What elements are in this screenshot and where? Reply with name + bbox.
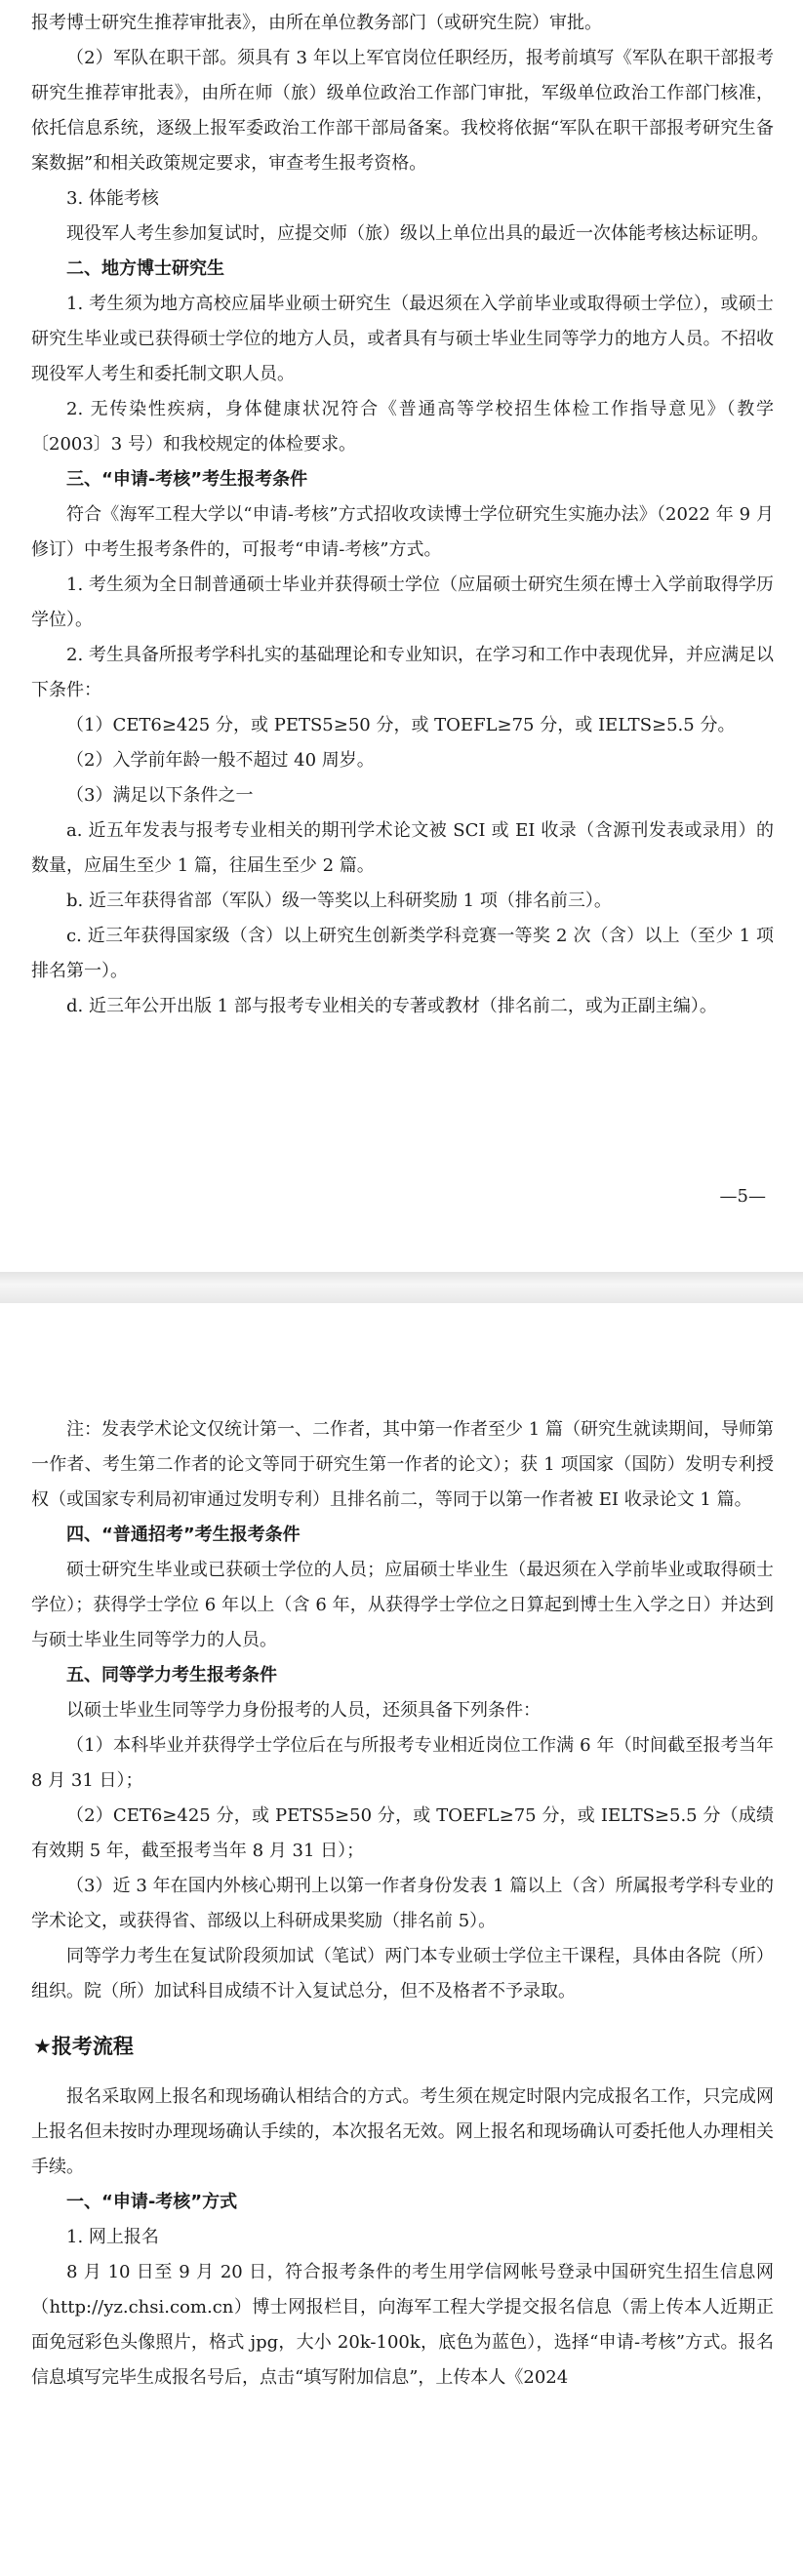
section-title: ★报考流程 xyxy=(33,2035,134,2058)
paragraph: 3. 体能考核 xyxy=(66,188,159,209)
paragraph: （1）本科毕业并获得学士学位后在与所报考专业相近岗位工作满 6 年（时间截至报考当年 8 月 31 日）； xyxy=(31,1735,774,1791)
paragraph: 1. 考生须为全日制普通硕士毕业并获得硕士学位（应届硕士研究生须在博士入学前取得学历学位）。 xyxy=(31,575,774,630)
paragraph: 2. 无传染性疾病，身体健康状况符合《普通高等学校招生体检工作指导意见》（教学〔2003〕3 号）和我校规定的体检要求。 xyxy=(31,399,774,455)
page-6-body xyxy=(31,1412,774,2009)
document-page-5 xyxy=(0,0,803,1272)
paragraph: （3）满足以下条件之一 xyxy=(66,785,254,806)
document-page-6 xyxy=(0,1303,803,2576)
page-5-body xyxy=(31,0,774,1024)
paragraph: 报考博士研究生推荐审批表》，由所在单位教务部门（或研究生院）审批。 xyxy=(31,13,602,33)
page-6-body-continued xyxy=(31,2080,774,2396)
paragraph: （3）近 3 年在国内外核心期刊上以第一作者身份发表 1 篇以上（含）所属报考学科专业的学术论文，或获得省、部级以上科研成果奖励（排名前 5）。 xyxy=(31,1876,774,1931)
paragraph: a. 近五年发表与报考专业相关的期刊学术论文被 SCI 或 EI 收录（含源刊发表或录用）的数量，应届生至少 1 篇，往届生至少 2 篇。 xyxy=(31,820,774,876)
section-heading: 三、“申请-考核”考生报考条件 xyxy=(66,469,308,490)
paragraph: b. 近三年获得省部（军队）级一等奖以上科研奖励 1 项（排名前三）。 xyxy=(66,891,612,911)
section-heading: 二、地方博士研究生 xyxy=(66,258,224,279)
page-separator xyxy=(0,1272,803,1303)
section-heading: 四、“普通招考”考生报考条件 xyxy=(66,1525,301,1545)
paragraph: 硕士研究生毕业或已获硕士学位的人员；应届硕士毕业生（最迟须在入学前毕业或取得硕士学位）；获得学士学位 6 年以上（含 6 年，从获得学士学位之日算起到博士生入学之日）并达到与硕士毕业生同等学力的人员。 xyxy=(31,1560,774,1650)
paragraph: 8 月 10 日至 9 月 20 日，符合报考条件的考生用学信网帐号登录中国研究生招生信息网（http://yz.chsi.com.cn）博士网报栏目，向海军工程大学提交报名信息（需上传本人近期正面免冠彩色头像照片，格式 jpg，大小 20k-100k，底色为蓝色），选择“申请-考核”方式。报名信息填写完毕生成报名号后，点击“填写附加信息”，上传本人《2024 xyxy=(31,2262,774,2388)
paragraph: （2）军队在职干部。须具有 3 年以上军官岗位任职经历，报考前填写《军队在职干部报考研究生推荐审批表》，由所在师（旅）级单位政治工作部门审批，军级单位政治工作部门核准，依托信息系统，逐级上报军委政治工作部干部局备案。我校将依据“军队在职干部报考研究生备案数据”和相关政策规定要求，审查考生报考资格。 xyxy=(31,48,774,174)
paragraph: 1. 考生须为地方高校应届毕业硕士研究生（最迟须在入学前毕业或取得硕士学位），或硕士研究生毕业或已获得硕士学位的地方人员，或者具有与硕士毕业生同等学力的地方人员。不招收现役军人考生和委托制文职人员。 xyxy=(31,294,774,384)
paragraph: 1. 网上报名 xyxy=(66,2227,159,2247)
paragraph: （2）入学前年龄一般不超过 40 周岁。 xyxy=(66,750,375,771)
paragraph: 同等学力考生在复试阶段须加试（笔试）两门本专业硕士学位主干课程，具体由各院（所）组织。院（所）加试科目成绩不计入复试总分，但不及格者不予录取。 xyxy=(31,1946,774,2001)
paragraph: 2. 考生具备所报考学科扎实的基础理论和专业知识，在学习和工作中表现优异，并应满足以下条件： xyxy=(31,645,774,700)
paragraph: 注：发表学术论文仅统计第一、二作者，其中第一作者至少 1 篇（研究生就读期间，导师第一作者、考生第二作者的论文等同于研究生第一作者的论文）；获 1 项国家（国防）发明专利授权（或国家专利局初审通过发明专利）且排名前二，等同于以第一作者被 EI 收录论文 1 篇。 xyxy=(31,1419,774,1510)
paragraph: c. 近三年获得国家级（含）以上研究生创新类学科竞赛一等奖 2 次（含）以上（至少 1 项排名第一）。 xyxy=(31,926,774,981)
paragraph: 现役军人考生参加复试时，应提交师（旅）级以上单位出具的最近一次体能考核达标证明。 xyxy=(66,223,769,244)
paragraph: （1）CET6≥425 分，或 PETS5≥50 分，或 TOEFL≥75 分，或 IELTS≥5.5 分。 xyxy=(66,715,736,735)
section-heading: 五、同等学力考生报考条件 xyxy=(66,1665,277,1685)
paragraph: 以硕士毕业生同等学力身份报考的人员，还须具备下列条件： xyxy=(66,1700,541,1721)
paragraph: （2）CET6≥425 分，或 PETS5≥50 分，或 TOEFL≥75 分，或 IELTS≥5.5 分（成绩有效期 5 年，截至报考当年 8 月 31 日）； xyxy=(31,1805,774,1861)
paragraph: 符合《海军工程大学以“申请-考核”方式招收攻读博士学位研究生实施办法》（2022 年 9 月修订）中考生报考条件的，可报考“申请-考核”方式。 xyxy=(31,504,774,560)
section-heading: 一、“申请-考核”方式 xyxy=(66,2192,238,2212)
paragraph: 报名采取网上报名和现场确认相结合的方式。考生须在规定时限内完成报名工作，只完成网上报名但未按时办理现场确认手续的，本次报名无效。网上报名和现场确认可委托他人办理相关手续。 xyxy=(31,2086,774,2177)
page-number: —5— xyxy=(719,1186,766,1207)
paragraph: d. 近三年公开出版 1 部与报考专业相关的专著或教材（排名前二，或为正副主编）。 xyxy=(66,996,717,1016)
